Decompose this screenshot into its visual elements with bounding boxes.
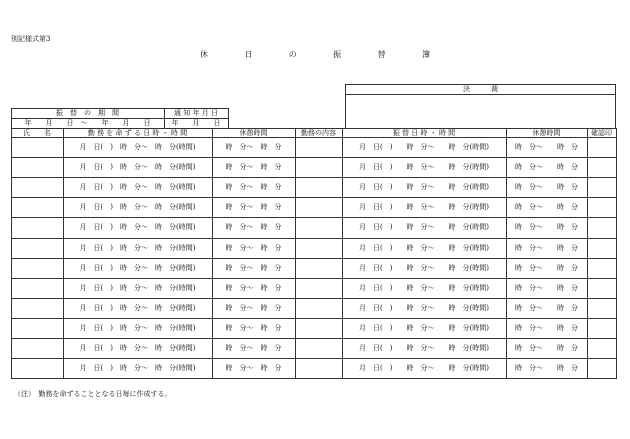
break-time-cell: 時 分〜 時 分 (225, 143, 282, 152)
header-break-time: 休憩時間 (239, 128, 268, 137)
header-work-content: 勤務の内容 (301, 128, 336, 137)
work-datetime-cell: 月 日( ) 時 分〜 時 分(時間) (79, 263, 196, 272)
break-time-cell: 時 分〜 時 分 (225, 203, 282, 212)
substitute-break-cell: 時 分〜 時 分 (515, 223, 578, 232)
form-label: 別記様式第3 (11, 35, 51, 43)
work-datetime-cell: 月 日( ) 時 分〜 時 分(時間) (79, 303, 196, 312)
header-substitute-break: 休憩時間 (532, 128, 561, 137)
break-time-cell: 時 分〜 時 分 (225, 323, 282, 332)
title-char: 振 (333, 50, 342, 59)
substitute-break-cell: 時 分〜 時 分 (515, 364, 578, 373)
break-time-cell: 時 分〜 時 分 (225, 263, 282, 272)
substitute-datetime-cell: 月 日( ) 時 分〜 時 分(時間) (359, 344, 489, 353)
substitute-datetime-cell: 月 日( ) 時 分〜 時 分(時間) (359, 263, 489, 272)
title-char: の (288, 50, 297, 59)
approval-label: 決 裁 (463, 85, 498, 93)
substitute-break-cell: 時 分〜 時 分 (515, 303, 578, 312)
header-work-datetime: 勤 務 を 命 ず る 日 時 ・ 時 間 (87, 128, 188, 137)
page-title (200, 49, 430, 60)
period-label: 振 替 の 期 間 (56, 109, 119, 117)
work-datetime-cell: 月 日( ) 時 分〜 時 分(時間) (79, 344, 196, 353)
title-char: 簿 (421, 50, 430, 59)
period-range: 年 月 日 〜 年 月 日 (24, 119, 151, 127)
substitute-datetime-cell: 月 日( ) 時 分〜 時 分(時間) (359, 223, 489, 232)
substitute-break-cell: 時 分〜 時 分 (515, 323, 578, 332)
title-char: 替 (377, 50, 386, 59)
substitute-break-cell: 時 分〜 時 分 (515, 263, 578, 272)
work-datetime-cell: 月 日( ) 時 分〜 時 分(時間) (79, 183, 196, 192)
substitute-datetime-cell: 月 日( ) 時 分〜 時 分(時間) (359, 323, 489, 332)
substitute-break-cell: 時 分〜 時 分 (515, 203, 578, 212)
title-char: 日 (244, 50, 253, 59)
title-char: 休 (200, 50, 208, 59)
break-time-cell: 時 分〜 時 分 (225, 243, 282, 252)
header-substitute-datetime: 振 替 日 時 ・ 時 間 (392, 128, 456, 137)
work-datetime-cell: 月 日( ) 時 分〜 時 分(時間) (79, 143, 196, 152)
notice-date-label: 通 知 年 月 日 (174, 109, 218, 117)
substitute-datetime-cell: 月 日( ) 時 分〜 時 分(時間) (359, 364, 489, 373)
substitute-break-cell: 時 分〜 時 分 (515, 243, 578, 252)
substitute-break-cell: 時 分〜 時 分 (515, 283, 578, 292)
substitute-datetime-cell: 月 日( ) 時 分〜 時 分(時間) (359, 203, 489, 212)
break-time-cell: 時 分〜 時 分 (225, 344, 282, 353)
work-datetime-cell: 月 日( ) 時 分〜 時 分(時間) (79, 203, 196, 212)
break-time-cell: 時 分〜 時 分 (225, 163, 282, 172)
work-datetime-cell: 月 日( ) 時 分〜 時 分(時間) (79, 364, 196, 373)
footnote: （注） 勤務を命ずることとなる日毎に作成する。 (14, 390, 172, 398)
substitute-datetime-cell: 月 日( ) 時 分〜 時 分(時間) (359, 183, 489, 192)
header-name: 氏 名 (23, 128, 51, 137)
work-datetime-cell: 月 日( ) 時 分〜 時 分(時間) (79, 323, 196, 332)
substitute-datetime-cell: 月 日( ) 時 分〜 時 分(時間) (359, 303, 489, 312)
notice-date-value: 年 月 日 (171, 119, 221, 127)
break-time-cell: 時 分〜 時 分 (225, 364, 282, 373)
work-datetime-cell: 月 日( ) 時 分〜 時 分(時間) (79, 283, 196, 292)
substitute-datetime-cell: 月 日( ) 時 分〜 時 分(時間) (359, 283, 489, 292)
break-time-cell: 時 分〜 時 分 (225, 223, 282, 232)
work-datetime-cell: 月 日( ) 時 分〜 時 分(時間) (79, 223, 196, 232)
break-time-cell: 時 分〜 時 分 (225, 183, 282, 192)
header-confirm-seal: 確認印 (591, 128, 612, 137)
substitute-datetime-cell: 月 日( ) 時 分〜 時 分(時間) (359, 143, 489, 152)
substitute-datetime-cell: 月 日( ) 時 分〜 時 分(時間) (359, 163, 489, 172)
substitute-break-cell: 時 分〜 時 分 (515, 163, 578, 172)
substitute-break-cell: 時 分〜 時 分 (515, 143, 578, 152)
substitute-break-cell: 時 分〜 時 分 (515, 344, 578, 353)
work-datetime-cell: 月 日( ) 時 分〜 時 分(時間) (79, 163, 196, 172)
substitute-datetime-cell: 月 日( ) 時 分〜 時 分(時間) (359, 243, 489, 252)
work-datetime-cell: 月 日( ) 時 分〜 時 分(時間) (79, 243, 196, 252)
break-time-cell: 時 分〜 時 分 (225, 283, 282, 292)
substitute-break-cell: 時 分〜 時 分 (515, 183, 578, 192)
break-time-cell: 時 分〜 時 分 (225, 303, 282, 312)
